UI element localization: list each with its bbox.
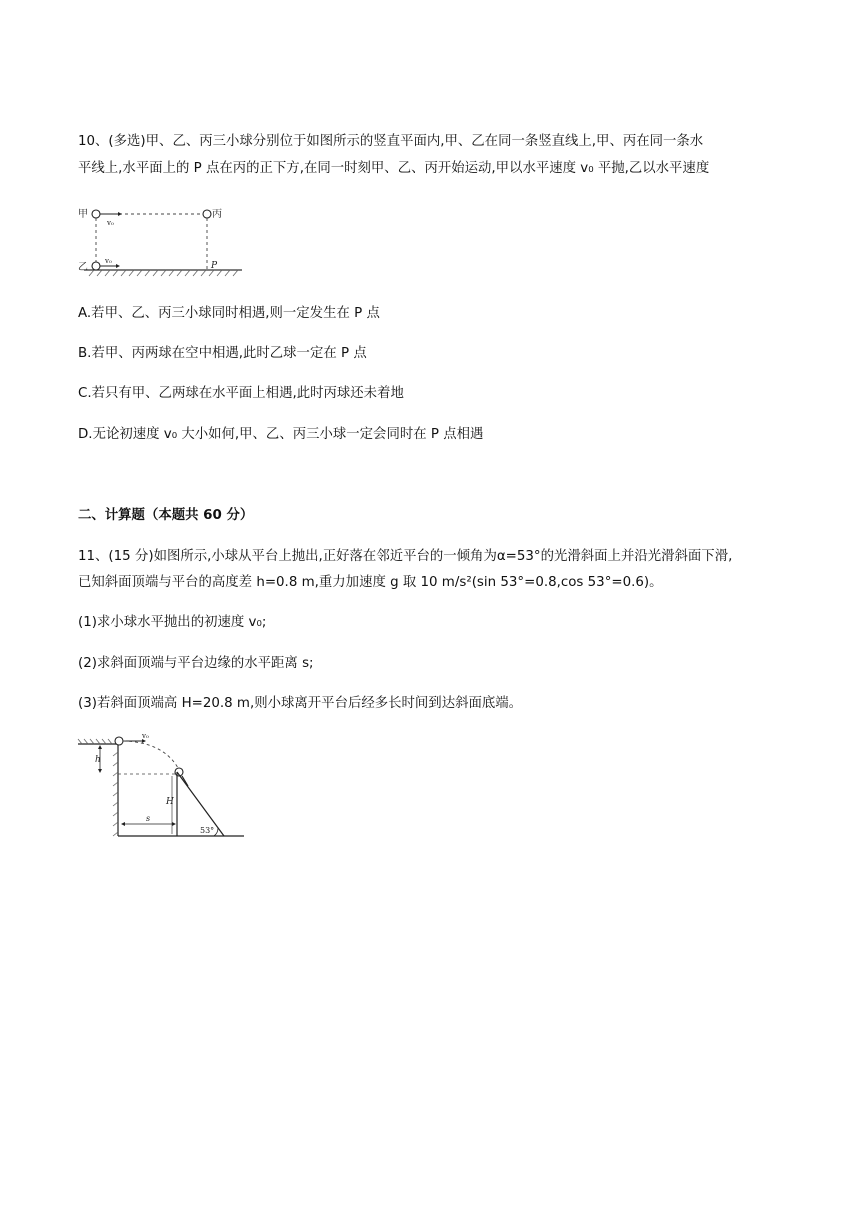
q11-part-3: (3)若斜面顶端高 H=20.8 m,则小球离开平台后经多长时间到达斜面底端。 [78, 696, 523, 711]
ball-yi [92, 262, 100, 270]
ball-start [115, 737, 123, 745]
q10-option-d: D.无论初速度 v₀ 大小如何,甲、乙、丙三小球一定会同时在 P 点相遇 [78, 427, 484, 442]
label-angle: 53° [200, 826, 215, 835]
q11-figure [78, 732, 248, 842]
q11-text-line-2: 已知斜面顶端与平台的高度差 h=0.8 m,重力加速度 g 取 10 m/s²(sin 53°=0.8,cos 53°=0.6)。 [78, 575, 663, 590]
ball-bing [203, 210, 211, 218]
label-bing: 丙 [212, 209, 222, 220]
label-s: s [146, 814, 151, 823]
label-p: P [211, 261, 218, 271]
ball-jia [92, 210, 100, 218]
section-heading: 二、计算题（本题共 60 分） [78, 508, 254, 523]
label-h: h [95, 755, 101, 765]
q10-figure [74, 202, 249, 282]
label-jia: 甲 [78, 209, 88, 220]
q10-option-c: C.若只有甲、乙两球在水平面上相遇,此时丙球还未着地 [78, 386, 404, 401]
q11-part-2: (2)求斜面顶端与平台边缘的水平距离 s; [78, 656, 314, 671]
q11-part-1: (1)求小球水平抛出的初速度 v₀; [78, 615, 267, 630]
q10-option-b: B.若甲、丙两球在空中相遇,此时乙球一定在 P 点 [78, 346, 367, 361]
label-yi: 乙 [78, 262, 88, 273]
label-v0-bottom: v₀ [105, 257, 112, 265]
label-v0-top: v₀ [107, 219, 114, 227]
label-H: H [166, 797, 174, 807]
q11-text-line-1: 11、(15 分)如图所示,小球从平台上抛出,正好落在邻近平台的一倾角为α=53°的光滑斜面上并沿光滑斜面下滑, [78, 549, 733, 564]
q10-text-line-1: 10、(多选)甲、乙、丙三小球分别位于如图所示的竖直平面内,甲、乙在同一条竖直线上,甲、丙在同一条水 [78, 134, 704, 149]
q10-option-a: A.若甲、乙、丙三小球同时相遇,则一定发生在 P 点 [78, 306, 380, 321]
q10-text-line-2: 平线上,水平面上的 P 点在丙的正下方,在同一时刻甲、乙、丙开始运动,甲以水平速度 v₀ 平抛,乙以水平速度 [78, 161, 710, 176]
label-v0: v₀ [142, 732, 149, 740]
